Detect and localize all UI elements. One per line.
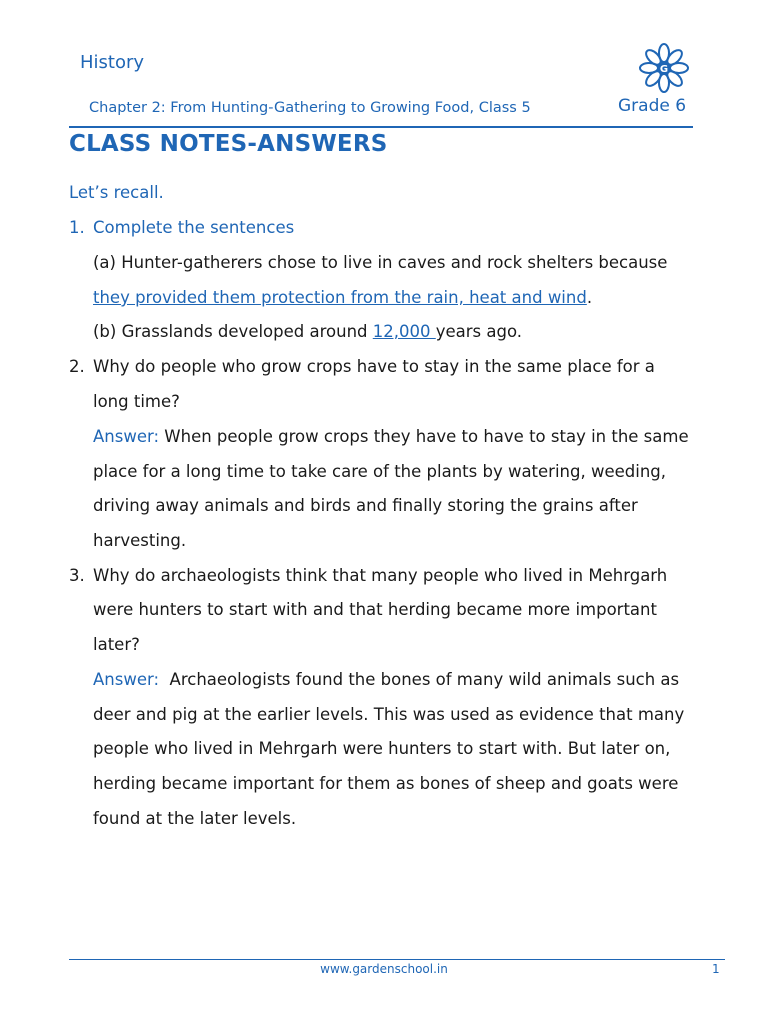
q1-a-answer: they provided them protection from the rain, heat and wind [93,288,587,307]
q3-line: Why do archaeologists think that many people who lived in Mehrgarh [93,566,668,585]
intro-text: Let’s recall. [69,183,164,202]
footer-divider [69,959,725,960]
q3-line: later? [93,635,140,654]
q1-a-line [93,287,592,309]
q2-number: 2. [69,357,85,376]
q3-answer-line: herding became important for them as bones of sheep and goats were [93,774,679,793]
q3-number: 3. [69,566,85,585]
subject-label: History [80,52,145,73]
q2-answer-label: Answer: [93,427,160,446]
q3-answer-line: people who lived in Mehrgarh were hunters to start with. But later on, [93,739,671,758]
q1-b-text: (b) Grasslands developed around [93,322,373,341]
q1-b-end: years ago. [435,322,523,341]
q2-line: long time? [93,392,180,411]
school-logo-icon [636,40,692,96]
q3-line: were hunters to start with and that herding became more important [93,600,657,619]
q3-answer-line: deer and pig at the earlier levels. This was used as evidence that many [93,705,685,724]
page-number: 1 [712,962,720,976]
q1-a-end: . [586,288,593,307]
q2-answer-line: driving away animals and birds and finally storing the grains after [93,496,638,515]
q1-b-answer: 12,000 [372,322,436,341]
q2-answer-line [93,426,689,448]
q2-answer-line: harvesting. [93,531,187,550]
q1-text: Complete the sentences [93,218,295,237]
logo-letter: G [659,64,669,75]
q3-answer-label: Answer: [93,670,160,689]
q3-answer-text: Archaeologists found the bones of many wild animals such as [159,670,680,689]
q2-answer-line: place for a long time to take care of the plants by watering, weeding, [93,462,666,481]
q3-answer-line: found at the later levels. [93,809,297,828]
q2-line: Why do people who grow crops have to stay in the same place for a [93,357,655,376]
page-title: CLASS NOTES-ANSWERS [69,131,388,157]
q3-answer-line [93,669,679,691]
grade-label: Grade 6 [618,96,687,116]
q1-a-text: (a) Hunter-gatherers chose to live in caves and rock shelters because [93,253,668,272]
q2-answer-text: When people grow crops they have to have to stay in the same [159,427,689,446]
q1-number: 1. [69,218,85,237]
header-divider [69,126,693,128]
footer-website[interactable]: www.gardenschool.in [320,962,448,976]
chapter-title: Chapter 2: From Hunting-Gathering to Growing Food, Class 5 [89,100,531,116]
q1-b-line [93,321,522,343]
